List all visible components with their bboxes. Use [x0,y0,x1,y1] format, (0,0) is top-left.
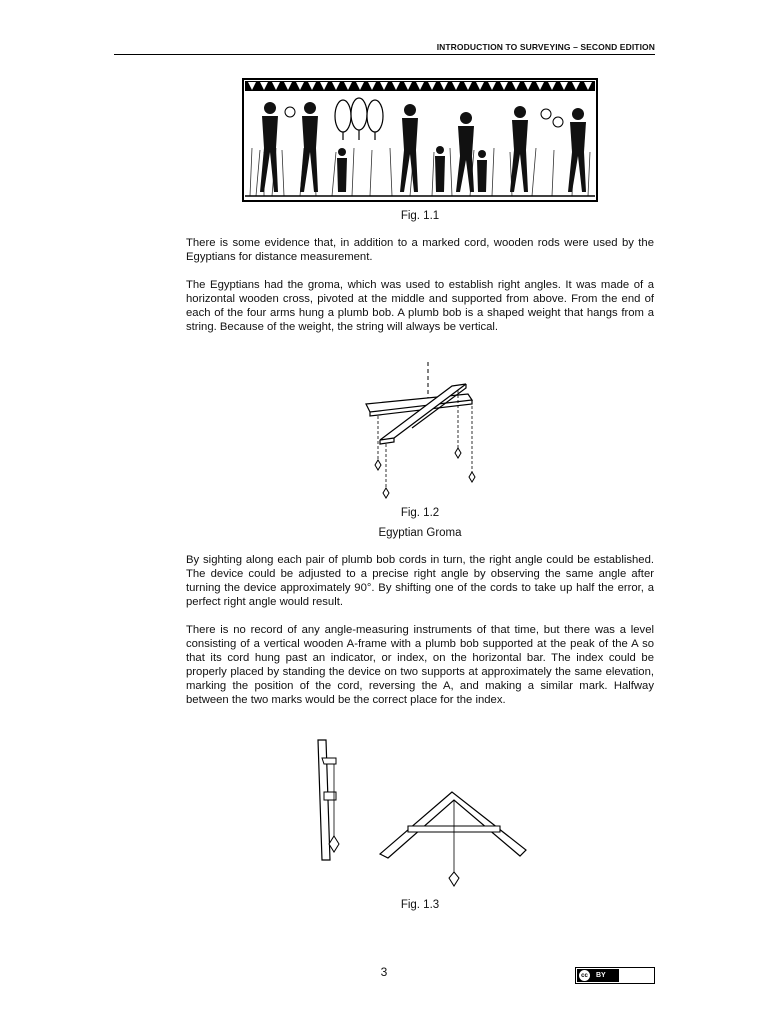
a-frame-illustration [312,736,532,894]
cc-license-badge[interactable] [575,967,655,984]
figure-1-1-caption: Fig. 1.1 [400,210,440,222]
groma-illustration [356,360,492,502]
figure-groma [356,360,492,502]
page-number: 3 [380,965,388,979]
paragraph-rods: There is some evidence that, in addition to a marked cord, wooden rods were used by the Egyptians for distance measurement. [186,237,654,264]
figure-1-3-caption: Fig. 1.3 [400,899,440,911]
running-header [114,42,655,55]
cc-logo [577,969,619,982]
figure-1-2-caption: Fig. 1.2 [400,507,440,519]
frieze-illustration [242,78,598,202]
paragraph-groma: The Egyptians had the groma, which was used to establish right angles. It was made of a horizontal wooden cross, pivoted at the middle and supported from above. From the end of each of the four arms hung a plumb bob. A plumb bob is a shaped weight that hangs from a string. Because of the weight, the string will always be vertical. [186,279,654,334]
paragraph-right-angle: By sighting along each pair of plumb bob cords in turn, the right angle could be established. The device could be adjusted to a precise right angle by observing the same angle after turning the device approximately 90°. By shifting one of the cords to take up half the error, a perfect right angle would result. [186,554,654,609]
header-title: INTRODUCTION TO SURVEYING – SECOND EDITION [436,42,655,52]
cc-by-label: BY [596,972,606,979]
figure-a-frame-level [312,736,532,894]
figure-1-2-subtitle: Egyptian Groma [378,527,462,539]
paragraph-level: There is no record of any angle-measuring instruments of that time, but there was a level consisting of a vertical wooden A-frame with a plumb bob supported at the peak of the A so that its cord hung past an indicator, or index, on the horizontal bar. The index could be properly placed by standing the device on two supports at approximately the same elevation, marking the position of the cord, reversing the A, and making a similar mark. Halfway between the two marks would be the correct place for the index. [186,624,654,707]
cc-icon: cc [579,970,590,981]
figure-egyptian-frieze [242,78,598,202]
